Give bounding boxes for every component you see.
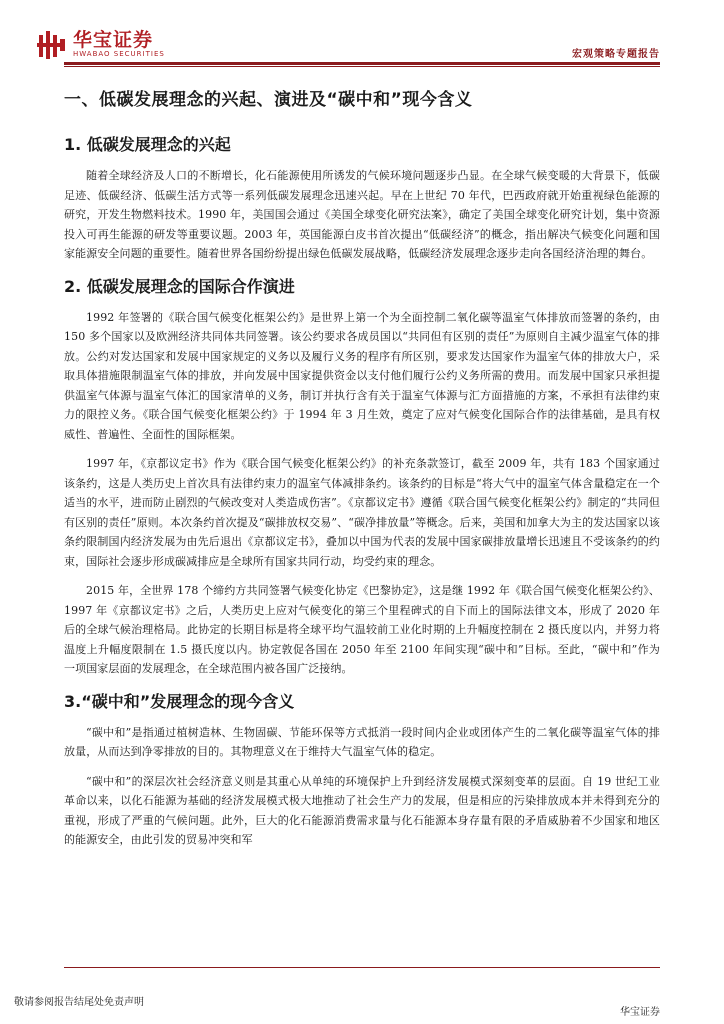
section-1-paragraph-1: 随着全球经济及人口的不断增长，化石能源使用所诱发的气候环境问题逐步凸显。在全球气候变暖的大背景下，低碳足迹、低碳经济、低碳生活方式等一系列低碳发展理念迅速兴起。早在上世纪 70 年代，巴西政府就开始重视绿色能源的研究，开发生物燃料技术。1990 年，美国国会通过《美国全球变化研究法案》，确定了美国全球变化研究计划，集中资源投入可再生能源的研发等重要议题。2003 年，英国能源白皮书首次提出“低碳经济”的概念，指出解决气候变化问题和国家能源安全问题的重要性。随着世界各国纷纷提出绿色低碳发展战略，低碳经济发展理念逐步走向各国经济治理的舞台。 — [64, 169, 660, 260]
section-1-title: 1. 低碳发展理念的兴起 — [64, 135, 231, 154]
section-2-title: 2. 低碳发展理念的国际合作演进 — [64, 276, 295, 296]
section-3-paragraph-1: “碳中和”是指通过植树造林、生物固碳、节能环保等方式抵消一段时间内企业或团体产生的二氧化碳等温室气体的排放量，从而达到净零排放的目的。其物理意义在于维持大气温室气体的稳定。 — [64, 725, 660, 758]
logo-chinese-text: 华宝证券 — [73, 29, 154, 51]
footer-disclaimer: 敬请参阅报告结尾处免责声明 — [14, 997, 144, 1008]
section-3-paragraph-2: “碳中和”的深层次社会经济意义则是其重心从单纯的环境保护上升到经济发展模式深刻变革的层面。自 19 世纪工业革命以来，以化石能源为基础的经济发展模式极大地推动了社会生产力的发展，但是相应的污染排放成本并未得到充分的重视，形成了严重的气候问题。此外，巨大的化石能源消费需求量与化石能源本身存量有限的矛盾威胁着不少国家和地区的能源安全，由此引发的贸易冲突和军 — [64, 774, 660, 846]
header-divider-thin — [64, 66, 660, 67]
footer-company: 华宝证券 — [620, 1007, 660, 1018]
hwabao-logo-icon — [37, 31, 67, 59]
chapter-title: 一、低碳发展理念的兴起、演进及“碳中和”现今含义 — [64, 90, 473, 110]
section-2-paragraph-3: 2015 年，全世界 178 个缔约方共同签署气候变化协定《巴黎协定》，这是继 1992 年《联合国气候变化框架公约》、1997 年《京都议定书》之后，人类历史上应对气候变化的第三个里程碑式的自下而上的国际法律文本，形成了 2020 年后的全球气候治理格局。此协定的长期目标是将全球平均气温较前工业化时期的上升幅度控制在 2 摄氏度以内，并努力将温度上升幅度限制在 1.5 摄氏度以内。协定敦促各国在 2050 年至 2100 年间实现“碳中和”目标。至此，“碳中和”作为一项国家层面的发展理念，在全球范围内被各国广泛接纳。 — [64, 584, 660, 675]
section-2-paragraph-1: 1992 年签署的《联合国气候变化框架公约》是世界上第一个为全面控制二氧化碳等温室气体排放而签署的条约，由 150 多个国家以及欧洲经济共同体共同签署。该公约要求各成员国以“共同但有区别的责任”为原则自主减少温室气体的排放。公约对发达国家和发展中国家规定的义务以及履行义务的程序有所区别，要求发达国家作为温室气体的排放大户，采取具体措施限制温室气体的排放，并向发展中国家提供资金以支付他们履行公约义务所需的费用。而发展中国家只承担提供温室气体源与温室气体汇的国家清单的义务，制订并执行含有关于温室气体源与汇方面措施的方案，不承担有法律约束力的限控义务。《联合国气候变化框架公约》于 1994 年 3 月生效，奠定了应对气候变化国际合作的法律基础，是具有权威性、普遍性、全面性的国际框架。 — [64, 310, 660, 441]
report-type-label: 宏观策略专题报告 — [572, 49, 660, 60]
footer-divider — [64, 967, 660, 968]
header-divider — [64, 62, 660, 65]
main-content — [64, 80, 660, 860]
section-2-paragraph-2: 1997 年，《京都议定书》作为《联合国气候变化框架公约》的补充条款签订，截至 2009 年，共有 183 个国家通过该条约，这是人类历史上首次具有法律约束力的温室气体减排条约。该条约的目标是“将大气中的温室气体含量稳定在一个适当的水平，进而防止剧烈的气候改变对人类造成伤害”。《京都议定书》遵循《联合国气候变化框架公约》制定的“共同但有区别的责任”原则。本次条约首次提及“碳排放权交易”、“碳净排放量”等概念。后来，美国和加拿大为主的发达国家以该条约限制国内经济发展为由先后退出《京都议定书》，叠加以中国为代表的发展中国家碳排放量增长迅速且不受该条约的约束，国际社会逐步形成碳减排应是全球所有国家共同行动，均受约束的理念。 — [64, 457, 660, 568]
logo-english-text: HWABAO SECURITIES — [73, 50, 165, 58]
page-header — [0, 0, 724, 70]
company-logo — [37, 30, 165, 59]
section-3-title: 3.“碳中和”发展理念的现今含义 — [64, 691, 295, 711]
